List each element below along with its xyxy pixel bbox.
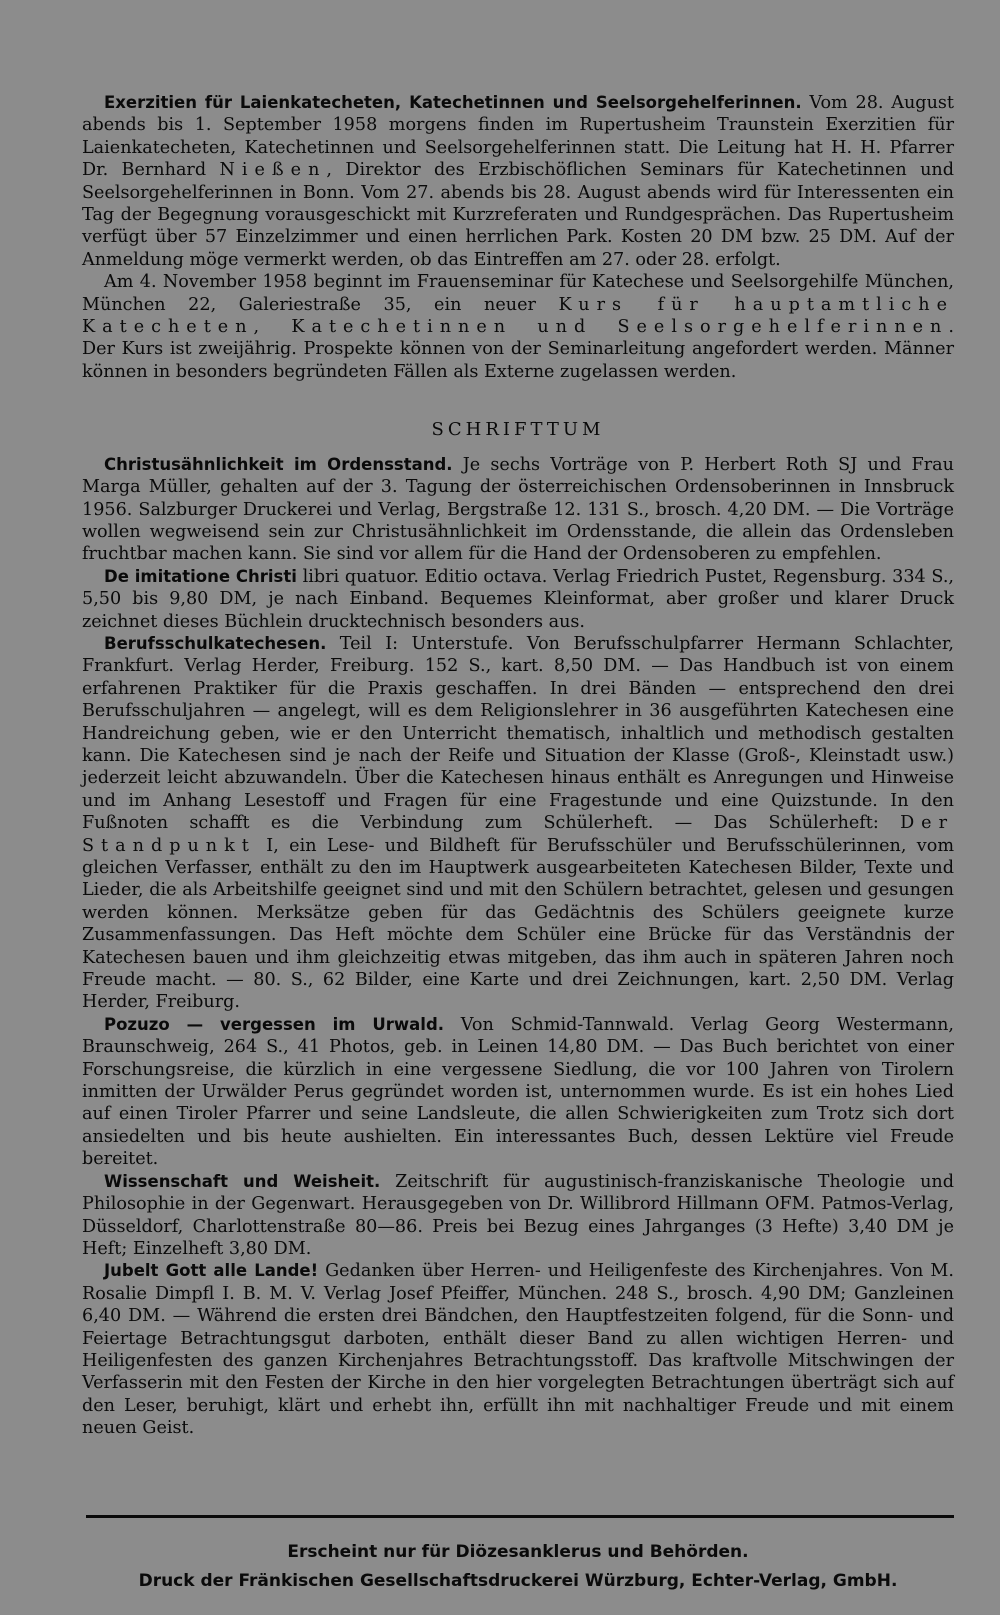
review-text: Von Schmid-Tannwald. Verlag Georg Westermann, Braunschweig, 264 S., 41 Photos, geb. in Leinen 14,80 DM. — Das Buch berichtet von einer Forschungsreise, die kürzlich in eine vergessene Siedlung, die vor 100 Jahren von Tirolern inmitten der Urwälder Perus gegründet worden ist, unternommen wurde. Es ist ein hohes Lied auf einen Tiroler Pfarrer und seine Landsleute, die allen Schwierigkeiten zum Trotz sich dort ansiedelten und bis heute aushielten. Ein interessantes Buch, dessen Lektüre viel Freude bereitet.	[82, 1014, 954, 1170]
review-lead: Berufsschulkatechesen.	[104, 633, 327, 653]
notice-lead: Exerzitien für Laienkatecheten, Katechetinnen und Seelsorgehelferinnen.	[104, 93, 802, 112]
section-heading: SCHRIFTTUM	[431, 419, 605, 441]
footer	[82, 1538, 954, 1596]
footer-line-2: Druck der Fränkischen Gesellschaftsdruckerei Würzburg, Echter-Verlag, GmbH.	[138, 1571, 898, 1591]
notice2-spaced-text: Kurs für hauptamtliche Katecheten, Katechetinnen und Seelsorgehelferinnen	[82, 294, 954, 338]
review-item	[82, 454, 954, 566]
review-item	[82, 1260, 954, 1439]
review-item	[82, 1171, 954, 1261]
footer-line-1: Erscheint nur für Diözesanklerus und Behörden.	[287, 1542, 749, 1562]
notice2-paragraph	[82, 271, 954, 383]
review-lead: Jubelt Gott alle Lande!	[104, 1261, 319, 1281]
review-item	[82, 1014, 954, 1171]
review-item	[82, 566, 954, 633]
review-lead: Christusähnlichkeit im Ordensstand.	[104, 454, 453, 474]
review-text: Je sechs Vorträge von P. Herbert Roth SJ und Frau Marga Müller, gehalten auf der 3. Tagung der österreichischen Ordensoberinnen in Innsbruck 1956. Salzburger Druckerei und Verlag, Bergstraße 12. 131 S., brosch. 4,20 DM. — Die Vorträge wollen wegweisend sein zur Christusähnlichkeit im Ordensstande, die allein das Ordensleben fruchtbar machen kann. Sie sind vor allem für die Hand der Ordensoberen zu empfehlen.	[82, 454, 954, 565]
review-text: Teil I: Unterstufe. Von Berufsschulpfarrer Hermann Schlachter, Frankfurt. Verlag Herder, Freiburg. 152 S., kart. 8,50 DM. — Das Handbuch ist von einem erfahrenen Praktiker für die Praxis geschaffen. In drei Bänden — entsprechend den drei Berufsschuljahren — angelegt, will es dem Religionslehrer in 36 ausgeführten Katechesen eine Handreichung geben, wie er den Unterricht thematisch, inhaltlich und methodisch gestalten kann. Die Katechesen sind je nach der Reife und Situation der Klasse (Groß-, Kleinstadt usw.) jederzeit leicht abzuwandeln. Über die Katechesen hinaus enthält es Anregungen und Hinweise und im Anhang Lesestoff und Fragen für eine Fragestunde und eine Quizstunde. In den Fußnoten schafft es die Verbindung zum Schülerheft. — Das Schülerheft:	[82, 633, 954, 834]
review-lead: De imitatione Christi	[104, 566, 297, 586]
notice-text-2: , Direktor des Erzbischöflichen Seminars für Katechetinnen und Seelsorgehelferinnen in Bonn. Vom 27. abends bis 28. August abends wird für Interessenten ein Tag der Begegnung vorausgeschickt mit Kurzreferaten und Rundgesprächen. Das Rupertusheim verfügt über 57 Einzelzimmer und einen herrlichen Park. Kosten 20 DM bzw. 25 DM. Auf der Anmeldung möge vermerkt werden, ob das Eintreffen am 27. oder 28. erfolgt.	[82, 160, 954, 270]
review-text: libri quatuor. Editio octava. Verlag Friedrich Pustet, Regensburg. 334 S., 5,50 bis 9,80 DM, je nach Einband. Bequemes Kleinformat, aber großer und klarer Druck zeichnet dieses Büchlein drucktechnisch besonders aus.	[82, 566, 954, 632]
footer-divider	[86, 1515, 954, 1518]
review-item	[82, 633, 954, 1014]
notice2-text-2: . Der Kurs ist zweijährig. Prospekte können von der Seminarleitung angefordert werden. Männer können in besonders begründeten Fällen als Externe zugelassen werden.	[82, 317, 954, 382]
review-text: Gedanken über Herren- und Heiligenfeste des Kirchenjahres. Von M. Rosalie Dimpfl I. B. M. V. Verlag Josef Pfeiffer, München. 248 S., brosch. 4,90 DM; Ganzleinen 6,40 DM. — Während die ersten drei Bändchen, den Hauptfestzeiten folgend, für die Sonn- und Feiertage Betrachtungsgut darboten, enthält dieser Band zu allen wichtigen Herren- und Heiligenfesten des ganzen Kirchenjahres Betrachtungsstoff. Das kraftvolle Mitschwingen der Verfasserin mit den Festen der Kirche in den hier vorgelegten Betrachtungen überträgt sich auf den Leser, beruhigt, klärt und erhebt ihn, erfüllt ihn mit nachhaltiger Freude und mit einem neuen Geist.	[82, 1261, 954, 1439]
review-lead: Pozuzo — vergessen im Urwald.	[104, 1014, 445, 1034]
notice-spaced-name: Nießen	[219, 160, 327, 181]
review-text-2: I, ein Lese- und Bildheft für Berufsschüler und Berufsschülerinnen, vom gleichen Verfasser, enthält zu den im Hauptwerk ausgearbeiteten Katechesen Bilder, Texte und Lieder, die als Arbeitshilfe geeignet sind und mit den Schülern betrachtet, gelesen und gesungen werden können. Merksätze geben für das Gedächtnis des Schülers geeignete kurze Zusammenfassungen. Das Heft möchte dem Schüler eine Brücke für das Verständnis der Katechesen bauen und ihm gleichzeitig etwas mitgeben, das ihm auch in späteren Jahren noch Freude macht. — 80. S., 62 Bilder, eine Karte und drei Zeichnungen, kart. 2,50 DM. Verlag Herder, Freiburg.	[82, 835, 954, 1013]
notice-paragraph	[82, 92, 954, 271]
notice-text-1: Vom 28. August abends bis 1. September 1958 morgens finden im Rupertusheim Traunstein Exerzitien für Laienkatecheten, Katechetinnen und Seelsorgehelferinnen statt. Die Leitung hat H. H. Pfarrer Dr. Bernhard	[82, 93, 954, 181]
review-spaced-title: Der Standpunkt	[82, 813, 954, 856]
review-lead: Wissenschaft und Weisheit.	[104, 1171, 381, 1191]
page-body	[82, 92, 954, 1440]
review-text: Zeitschrift für augustinisch-franziskanische Theologie und Philosophie in der Gegenwart. Herausgegeben von Dr. Willibrord Hillmann OFM. Patmos-Verlag, Düsseldorf, Charlottenstraße 80—86. Preis bei Bezug eines Jahrganges (3 Hefte) 3,40 DM je Heft; Einzelheft 3,80 DM.	[82, 1171, 954, 1259]
notice2-text-1: Am 4. November 1958 beginnt im Frauenseminar für Katechese und Seelsorgehilfe München, München 22, Galeriestraße 35, ein neuer	[82, 272, 954, 315]
